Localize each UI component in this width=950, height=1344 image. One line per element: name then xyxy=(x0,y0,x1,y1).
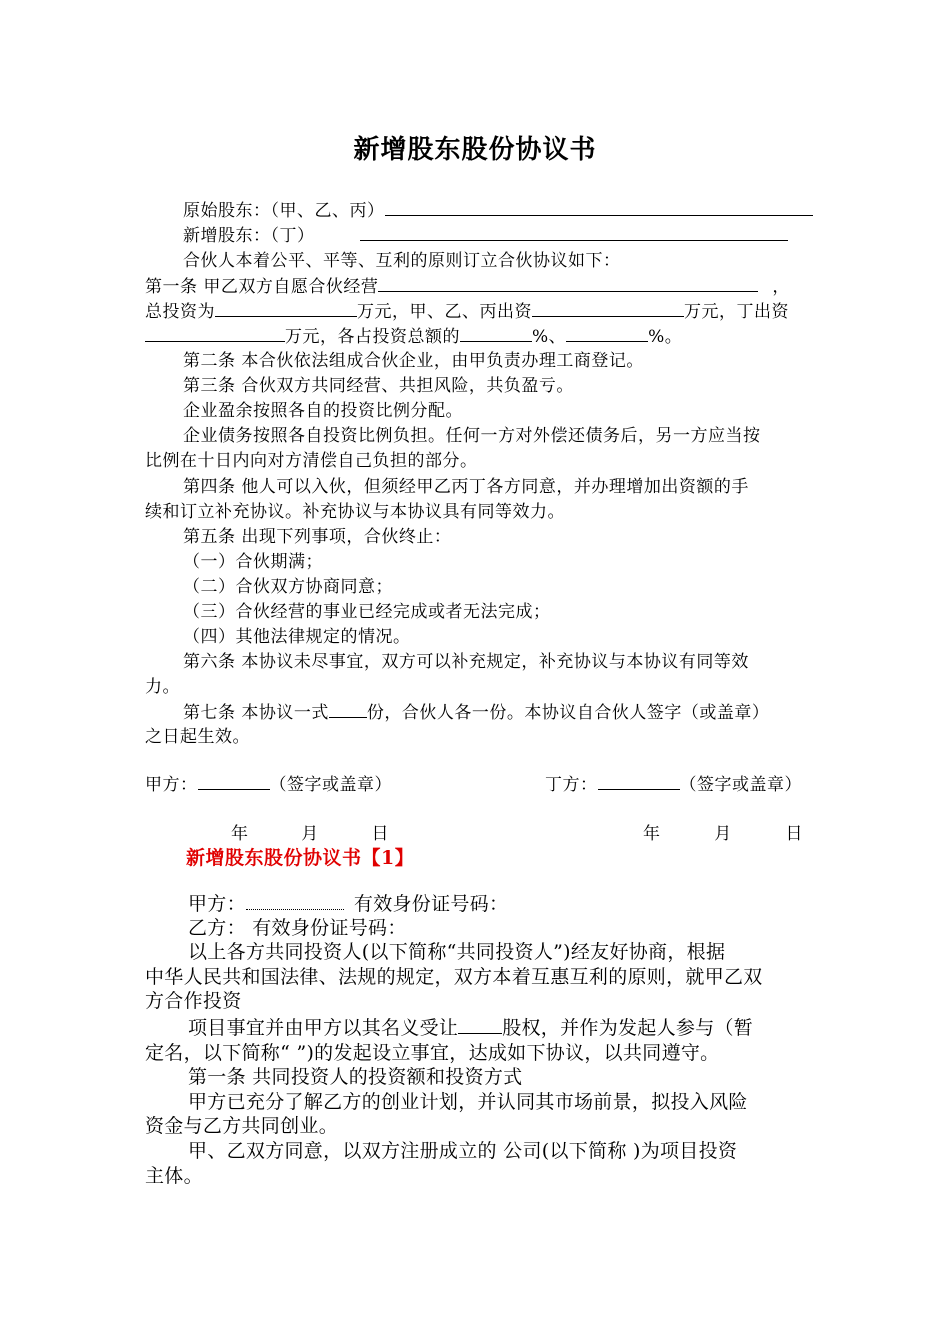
ratio-sep: %、 xyxy=(532,327,567,347)
signature-party-a xyxy=(145,772,392,797)
party-jia-line xyxy=(188,891,508,917)
party-jia-label: 甲方： xyxy=(188,893,246,915)
share-ratio-label: 万元，各占投资总额的 xyxy=(285,327,460,347)
d-investment-blank xyxy=(145,324,285,342)
article-5: 第五条 出现下列事项，合伙终止： xyxy=(183,527,452,547)
article-7-line-2: 之日起生效。 xyxy=(145,727,250,747)
project-text-b: 股权，并作为发起人参与（暂 xyxy=(502,1017,754,1039)
article-4-line-1: 第四条 他人可以入伙，但须经甲乙丙丁各方同意，并办理增加出资额的手 xyxy=(183,477,749,497)
intro-paragraph: 合伙人本着公平、平等、互利的原则订立合伙协议如下： xyxy=(183,251,621,271)
termination-item-3: （三）合伙经营的事业已经完成或者无法完成； xyxy=(183,602,551,622)
party-a-label: 甲方： xyxy=(145,775,198,795)
abc-investment-blank xyxy=(532,299,684,317)
project-text-a: 项目事宜并由甲方以其名义受让 xyxy=(188,1017,459,1039)
party-d-signature-blank xyxy=(598,772,680,790)
debt-paragraph-line-2: 比例在十日内向对方清偿自己负担的部分。 xyxy=(145,451,478,471)
new-shareholder-blank xyxy=(360,223,788,241)
article-1-text-b: ， xyxy=(772,277,790,297)
party-jia-id-label: 有效身份证号码： xyxy=(353,893,509,915)
article-2: 第二条 本合伙依法组成合伙企业，由甲负责办理工商登记。 xyxy=(183,351,644,371)
date-day-d: 日 xyxy=(785,824,803,844)
investment-line-2: 资金与乙方共同创业。 xyxy=(145,1115,339,1137)
total-investment-blank xyxy=(215,299,357,317)
article-6-line-2: 力。 xyxy=(145,677,180,697)
new-shareholder-line xyxy=(183,223,788,248)
copies-blank xyxy=(329,700,367,718)
signature-party-d xyxy=(545,772,802,797)
date-month-a: 月 xyxy=(301,824,319,844)
party-jia-blank xyxy=(246,891,344,910)
project-line-1 xyxy=(188,1015,753,1041)
preamble-line-2: 中华人民共和国法律、法规的规定，双方本着互惠互利的原则，就甲乙双 xyxy=(145,966,763,988)
preamble-line-1: 以上各方共同投资人(以下简称“共同投资人”)经友好协商，根据 xyxy=(188,941,726,963)
party-a-signature-blank xyxy=(198,772,270,790)
original-shareholders-label: 原始股东：（甲、乙、丙） xyxy=(183,201,385,221)
article-7-text: 份，合伙人各一份。本协议自合伙人签字（或盖章） xyxy=(366,703,770,723)
entity-line-2: 主体。 xyxy=(145,1165,203,1187)
party-d-sign-note: （签字或盖章） xyxy=(679,775,802,795)
business-blank xyxy=(378,274,758,292)
date-party-d xyxy=(643,822,803,846)
article-3: 第三条 合伙双方共同经营、共担风险，共负盈亏。 xyxy=(183,376,574,396)
document-title: 新增股东股份协议书 xyxy=(353,135,597,165)
project-line-2: 定名，以下简称“ ”)的发起设立事宜，达成如下协议，以共同遵守。 xyxy=(145,1042,720,1064)
equity-blank xyxy=(458,1015,502,1034)
article-1-line-2 xyxy=(145,299,789,324)
party-d-label: 丁方： xyxy=(545,775,598,795)
article-1-text-a: 第一条 甲乙双方自愿合伙经营 xyxy=(145,277,379,297)
ratio-end: %。 xyxy=(648,327,683,347)
second-agreement-title: 新增股东股份协议书【1】 xyxy=(186,847,415,869)
article-1-line-3 xyxy=(145,324,682,349)
ratio-blank-2 xyxy=(566,324,648,342)
article-7-line-1 xyxy=(183,700,769,725)
termination-item-1: （一）合伙期满； xyxy=(183,552,323,572)
second-article-1-heading: 第一条 共同投资人的投资额和投资方式 xyxy=(188,1066,523,1088)
date-year-a: 年 xyxy=(231,824,249,844)
copies-label: 第七条 本协议一式 xyxy=(183,703,329,723)
investment-line-1: 甲方已充分了解乙方的创业计划，并认同其市场前景，拟投入风险 xyxy=(188,1091,748,1113)
profit-paragraph: 企业盈余按照各自的投资比例分配。 xyxy=(183,401,463,421)
date-party-a xyxy=(231,822,389,846)
debt-paragraph-line-1: 企业债务按照各自投资比例负担。任何一方对外偿还债务后，另一方应当按 xyxy=(183,426,761,446)
entity-line-1: 甲、乙双方同意，以双方注册成立的 公司(以下简称 )为项目投资 xyxy=(188,1140,738,1162)
termination-item-4: （四）其他法律规定的情况。 xyxy=(183,627,411,647)
d-investment-label: 万元，丁出资 xyxy=(684,302,789,322)
article-4-line-2: 续和订立补充协议。补充协议与本协议具有同等效力。 xyxy=(145,502,565,522)
article-6-line-1: 第六条 本协议未尽事宜，双方可以补充规定，补充协议与本协议有同等效 xyxy=(183,652,749,672)
abc-investment-label: 万元，甲、乙、丙出资 xyxy=(357,302,532,322)
termination-item-2: （二）合伙双方协商同意； xyxy=(183,577,393,597)
original-shareholders-blank xyxy=(385,198,813,216)
new-shareholder-label: 新增股东：（丁） xyxy=(183,226,315,246)
total-investment-label: 总投资为 xyxy=(145,302,215,322)
date-day-a: 日 xyxy=(371,824,389,844)
date-month-d: 月 xyxy=(714,824,732,844)
original-shareholders-line xyxy=(183,198,813,223)
ratio-blank-1 xyxy=(460,324,532,342)
party-yi-line: 乙方： 有效身份证号码： xyxy=(188,917,407,939)
party-a-sign-note: （签字或盖章） xyxy=(269,775,392,795)
article-1-line-1 xyxy=(145,274,790,299)
preamble-line-3: 方合作投资 xyxy=(145,990,242,1012)
date-year-d: 年 xyxy=(643,824,661,844)
